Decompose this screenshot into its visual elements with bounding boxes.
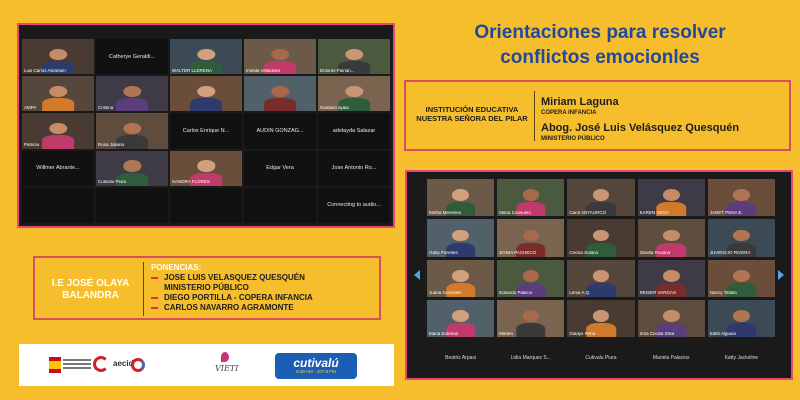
participant-name: Cutivalu Piura xyxy=(585,355,617,361)
spain-government-logo xyxy=(49,354,91,376)
leaf-icon xyxy=(221,352,229,362)
ponencias-header: PONENCIAS: xyxy=(151,263,202,272)
participant-tile[interactable] xyxy=(708,344,775,374)
participant-tile[interactable] xyxy=(244,39,316,74)
participant-tile[interactable] xyxy=(244,76,316,111)
participant-name: Gaby Paredes xyxy=(429,251,458,255)
participant-name: SANDRA FLORES xyxy=(172,180,210,185)
participant-tile[interactable] xyxy=(708,219,775,256)
participant-name: JANET PENA E. xyxy=(709,210,743,215)
participant-name: KAREN VEGA xyxy=(639,210,669,215)
participant-tile[interactable] xyxy=(170,188,242,223)
partner-c-logo xyxy=(131,358,145,372)
speaker-item-label: MINISTERIO PÚBLICO xyxy=(164,283,249,292)
spain-flag-icon xyxy=(49,357,61,373)
participant-name: Jose Antonio Ro... xyxy=(331,165,377,172)
bullet-dash-icon xyxy=(151,307,158,309)
participant-figure xyxy=(116,86,148,111)
institution-name: INSTITUCIÓN EDUCATIVA NUESTRA SEÑORA DEL PILAR xyxy=(416,105,528,123)
participant-tile[interactable] xyxy=(22,76,94,111)
participant-tile[interactable] xyxy=(22,39,94,74)
bullet-dash-icon xyxy=(151,277,158,279)
participant-name: Carlos Enrique N... xyxy=(182,127,230,134)
next-page-arrow-icon[interactable] xyxy=(778,270,784,280)
participant-tile[interactable] xyxy=(567,219,634,256)
right-name-row xyxy=(427,344,775,374)
info-divider xyxy=(143,262,144,316)
title-line-2: conflictos emocionles xyxy=(500,47,700,68)
vieti-logo xyxy=(211,350,241,380)
participant-name: Nancy Tafalla xyxy=(709,291,737,296)
participant-name: Luis Carlos Abraham xyxy=(24,68,66,73)
participant-figure xyxy=(42,86,74,111)
participant-tile[interactable] xyxy=(638,179,705,216)
participant-name: JUVENCIO RIVERA xyxy=(709,251,751,255)
participant-name: Marlen xyxy=(499,331,513,336)
participant-tile[interactable] xyxy=(497,179,564,216)
participant-tile[interactable] xyxy=(567,300,634,337)
participant-tile[interactable] xyxy=(638,344,705,374)
participant-tile[interactable] xyxy=(170,113,242,148)
speaker-1-name: Miriam Laguna xyxy=(541,96,619,108)
participant-name: Katty Jackeline xyxy=(724,355,759,361)
ponencias-box xyxy=(33,256,381,320)
participant-tile[interactable] xyxy=(708,300,775,337)
participant-tile[interactable] xyxy=(638,219,705,256)
participant-tile[interactable] xyxy=(708,260,775,297)
speaker-2-role: MINISTERIO PÚBLICO xyxy=(541,136,605,142)
participant-tile[interactable] xyxy=(170,151,242,186)
participant-name: Patricia xyxy=(24,143,40,148)
participant-tile[interactable] xyxy=(96,39,168,74)
cutivalu-frequency: 6:30 AM - 107.9 FM xyxy=(296,369,336,374)
participant-name: Gladys Pena xyxy=(569,331,596,336)
participant-name: Dolores Pairian... xyxy=(320,68,355,73)
participant-name: Edith Alguian xyxy=(709,331,737,336)
participant-name: AUDIN GONZAG... xyxy=(256,127,304,134)
participant-tile[interactable] xyxy=(427,344,494,374)
participant-name: adelayda Salazar xyxy=(332,127,376,134)
participant-name: Cristina xyxy=(98,105,114,110)
aecid-mark-icon xyxy=(93,356,109,372)
speaker-item xyxy=(151,273,305,283)
participant-tile[interactable] xyxy=(22,188,94,223)
participant-tile[interactable] xyxy=(244,113,316,148)
participant-name: Juana Gonzales xyxy=(429,291,462,296)
participant-tile[interactable] xyxy=(567,260,634,297)
participant-tile[interactable] xyxy=(427,179,494,216)
participant-tile[interactable] xyxy=(567,344,634,374)
participant-figure xyxy=(42,123,74,148)
school-name: I.E JOSÉ OLAYA BALANDRA xyxy=(51,278,130,301)
text-lines-icon xyxy=(63,359,91,361)
participant-name: Edgar Vera xyxy=(266,165,294,172)
participant-tile[interactable] xyxy=(497,219,564,256)
participant-name: Connecting to audio... xyxy=(327,202,381,209)
participant-name: Maria Eufemia xyxy=(429,331,459,336)
participant-name: Rosa Juliana xyxy=(98,143,125,148)
cutivalu-label: cutivalú xyxy=(293,356,339,370)
participant-name: Eduardo Palacio xyxy=(499,291,533,296)
participant-tile[interactable] xyxy=(318,151,390,186)
participant-name: Cecilia Solano xyxy=(569,251,599,255)
participant-name: Mariela Palacios xyxy=(652,355,690,361)
participant-tile[interactable] xyxy=(318,39,390,74)
page-title xyxy=(440,20,760,70)
cutivalu-logo xyxy=(275,353,357,379)
participant-name: Cutivalu Piura xyxy=(98,180,127,185)
speaker-item-label: JOSE LUIS VELASQUEZ QUESQUÉN xyxy=(164,273,305,282)
speaker-item xyxy=(151,293,313,303)
participant-name: Beatriz Arpasi xyxy=(445,355,477,361)
participant-name: AMPA xyxy=(24,105,37,110)
participant-tile[interactable] xyxy=(244,188,316,223)
participant-name: WALTER LLERENA xyxy=(172,68,213,73)
participant-tile[interactable] xyxy=(427,260,494,297)
participant-tile[interactable] xyxy=(318,113,390,148)
participant-tile[interactable] xyxy=(567,179,634,216)
participant-tile[interactable] xyxy=(170,76,242,111)
vieti-label: VIETI xyxy=(215,364,239,373)
speaker-item-label: DIEGO PORTILLA - COPERA INFANCIA xyxy=(164,293,313,302)
aecid-label: aecid xyxy=(113,359,134,368)
left-zoom-gallery xyxy=(17,23,395,228)
participant-name: Lenia A.Q. xyxy=(569,291,591,296)
participant-name: Gustavo ayala xyxy=(320,105,349,110)
participant-tile[interactable] xyxy=(708,179,775,216)
participant-tile[interactable] xyxy=(318,76,390,111)
participant-name: Imelda Valladolid xyxy=(246,68,280,73)
right-zoom-gallery xyxy=(405,170,793,380)
participant-figure xyxy=(516,310,546,337)
participant-tile[interactable] xyxy=(96,113,168,148)
participant-name: Gisella Roxana xyxy=(639,251,671,255)
participant-tile[interactable] xyxy=(22,113,94,148)
speaker-2-name: Abog. José Luis Velásquez Quesquén xyxy=(541,122,740,134)
participant-tile[interactable] xyxy=(497,260,564,297)
participant-name: Carol ANTAURCO xyxy=(569,210,607,215)
left-video-grid xyxy=(22,39,390,223)
participant-tile[interactable] xyxy=(244,151,316,186)
participant-tile[interactable] xyxy=(427,219,494,256)
participant-tile[interactable] xyxy=(497,344,564,374)
speaker-item xyxy=(151,303,294,313)
org-divider xyxy=(534,91,535,141)
participant-figure xyxy=(264,86,296,111)
participant-name: Catherye Geraldi... xyxy=(108,53,156,60)
participant-figure xyxy=(586,270,616,297)
bullet-dash-icon xyxy=(151,297,158,299)
sponsor-logo-bar xyxy=(19,344,394,386)
participant-tile[interactable] xyxy=(96,76,168,111)
participant-name: Lidia Marquez S... xyxy=(510,355,551,361)
participant-figure xyxy=(190,86,222,111)
participant-tile[interactable] xyxy=(427,300,494,337)
participant-tile[interactable] xyxy=(96,151,168,186)
participant-name: SONIA PACHECO xyxy=(499,251,537,255)
right-video-grid xyxy=(427,179,775,337)
participant-tile[interactable] xyxy=(170,39,242,74)
participant-tile[interactable] xyxy=(22,151,94,186)
participant-tile[interactable] xyxy=(497,300,564,337)
speaker-1-role: COPERA INFANCIA xyxy=(541,110,597,116)
participant-tile[interactable] xyxy=(638,300,705,337)
speaker-item-label: CARLOS NAVARRO AGRAMONTE xyxy=(164,303,294,312)
participant-tile[interactable] xyxy=(318,188,390,223)
participant-tile[interactable] xyxy=(96,188,168,223)
participant-name: Irma Cecilia Silva xyxy=(639,331,675,336)
participant-name: Mirtha Meneses xyxy=(429,210,462,215)
participant-tile[interactable] xyxy=(638,260,705,297)
previous-page-arrow-icon[interactable] xyxy=(414,270,420,280)
participant-name: REISER VARGAS xyxy=(639,291,677,296)
speaker-item xyxy=(151,283,249,293)
participant-name: Willmer Abrante... xyxy=(36,165,80,172)
participant-name: Maria Consuelo xyxy=(499,210,531,215)
organization-box xyxy=(404,80,791,151)
title-line-1: Orientaciones para resolver xyxy=(474,22,726,43)
